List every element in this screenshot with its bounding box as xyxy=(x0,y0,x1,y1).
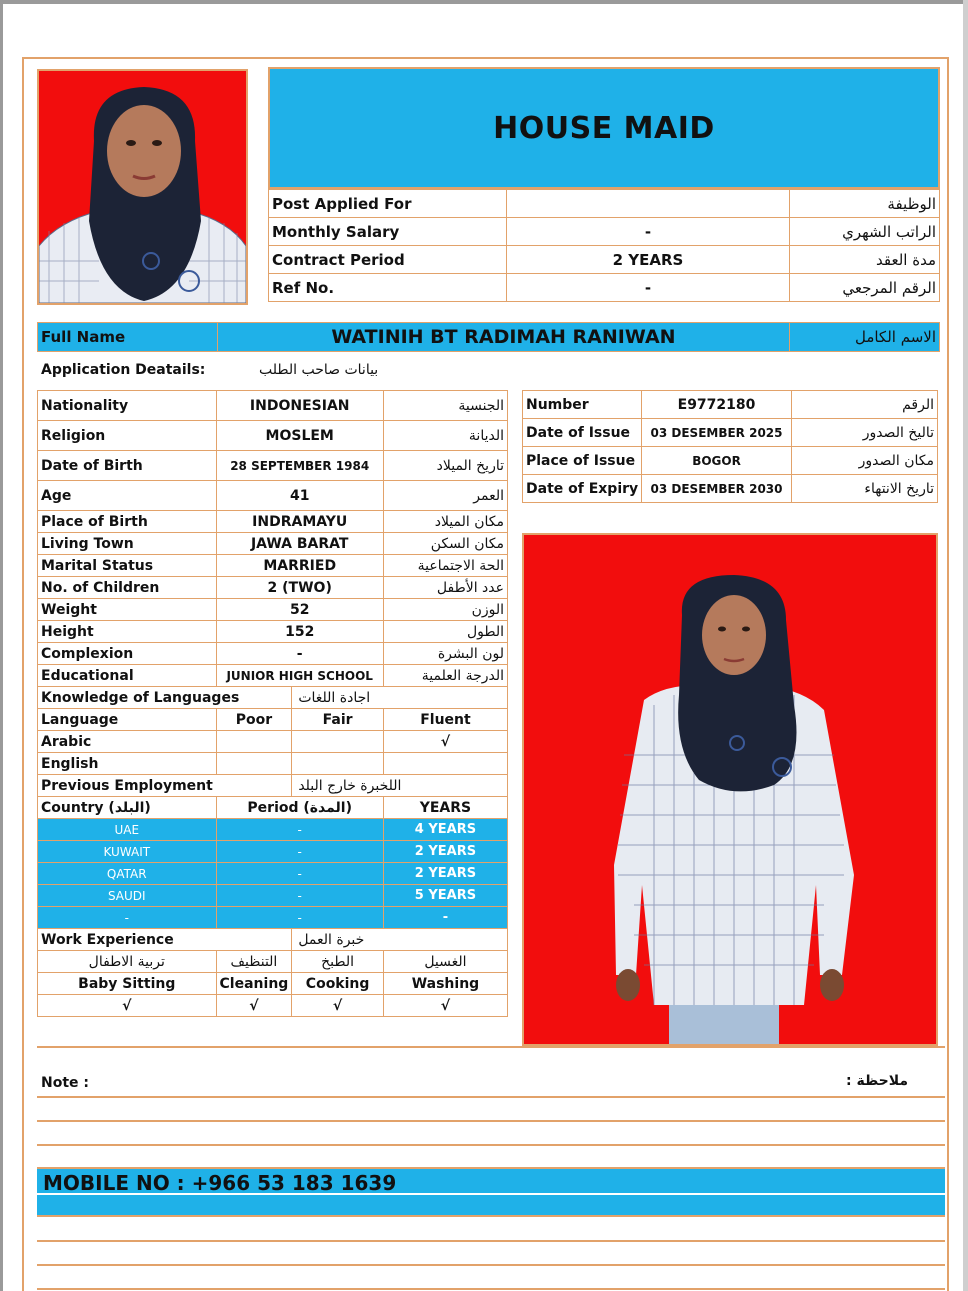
employment-period: - xyxy=(216,907,383,929)
skill-ar: التنظيف xyxy=(216,951,292,973)
left-edge xyxy=(0,0,3,1291)
ref-value: - xyxy=(506,274,789,302)
personal-details-table xyxy=(37,390,508,1017)
detail-label-en: Place of Birth xyxy=(38,511,217,533)
employment-years: 5 YEARS xyxy=(383,885,507,907)
detail-label-en: Height xyxy=(38,621,217,643)
languages-title-row xyxy=(38,687,508,709)
employment-label-ar: اللخبرة خارج البلد xyxy=(292,775,508,797)
detail-label-ar: لون البشرة xyxy=(383,643,507,665)
application-label-en: Application Deatails: xyxy=(41,362,206,378)
fair-col-header: Fair xyxy=(292,709,384,731)
skill-check: √ xyxy=(216,995,292,1017)
detail-label-ar: مكان السكن xyxy=(383,533,507,555)
employment-years: 2 YEARS xyxy=(383,863,507,885)
employment-years: 4 YEARS xyxy=(383,819,507,841)
detail-value: 152 xyxy=(216,621,383,643)
detail-label-ar: عدد الأطفل xyxy=(383,577,507,599)
detail-label-ar: الحة الاجتماعية xyxy=(383,555,507,577)
detail-value: INDRAMAYU xyxy=(216,511,383,533)
detail-label-ar: تاريخ الميلاد xyxy=(383,451,507,481)
table-row xyxy=(38,621,508,643)
detail-value: 2 (TWO) xyxy=(216,577,383,599)
table-row xyxy=(523,419,938,447)
language-fair xyxy=(292,731,384,753)
post-table xyxy=(268,189,940,302)
passport-label-ar: تاليخ الصدور xyxy=(791,419,937,447)
table-row xyxy=(269,274,940,302)
languages-header-row xyxy=(38,709,508,731)
table-row xyxy=(38,577,508,599)
language-name: Arabic xyxy=(38,731,217,753)
work-label-ar: خبرة العمل xyxy=(292,929,508,951)
table-row xyxy=(38,421,508,451)
passport-label-en: Date of Expiry xyxy=(523,475,642,503)
employment-country: KUWAIT xyxy=(38,841,217,863)
table-row xyxy=(38,731,508,753)
detail-value: MOSLEM xyxy=(216,421,383,451)
application-label-ar: بيانات صاحب الطلب xyxy=(259,362,379,378)
work-ar-row xyxy=(38,951,508,973)
skill-check: √ xyxy=(38,995,217,1017)
detail-value: JUNIOR HIGH SCHOOL xyxy=(216,665,383,687)
detail-label-ar: الطول xyxy=(383,621,507,643)
contract-label-ar: مدة العقد xyxy=(790,246,940,274)
employment-header-row xyxy=(38,797,508,819)
table-row xyxy=(38,533,508,555)
language-fluent: √ xyxy=(383,731,507,753)
full-name-label-ar: الاسم الكامل xyxy=(790,323,940,352)
employment-period: - xyxy=(216,841,383,863)
ref-label-en: Ref No. xyxy=(269,274,507,302)
skill-ar: الطبخ xyxy=(292,951,384,973)
work-mark-row xyxy=(38,995,508,1017)
skill-check: √ xyxy=(292,995,384,1017)
passport-value: 03 DESEMBER 2025 xyxy=(642,419,792,447)
language-col-header: Language xyxy=(38,709,217,731)
fluent-col-header: Fluent xyxy=(383,709,507,731)
mobile-bar-divider xyxy=(37,1193,945,1195)
contract-value: 2 YEARS xyxy=(506,246,789,274)
top-edge xyxy=(0,0,968,4)
work-label-en: Work Experience xyxy=(38,929,292,951)
language-fluent xyxy=(383,753,507,775)
detail-label-en: No. of Children xyxy=(38,577,217,599)
table-row xyxy=(38,451,508,481)
detail-label-en: Age xyxy=(38,481,217,511)
employment-country: SAUDI xyxy=(38,885,217,907)
job-title: HOUSE MAID xyxy=(493,110,715,146)
employment-period: - xyxy=(216,863,383,885)
table-row xyxy=(269,246,940,274)
country-col-header: Country (البلد) xyxy=(38,797,217,819)
ref-label-ar: الرقم المرجعي xyxy=(790,274,940,302)
skill-en: Washing xyxy=(383,973,507,995)
passport-label-en: Place of Issue xyxy=(523,447,642,475)
right-edge xyxy=(963,0,968,1291)
skill-check: √ xyxy=(383,995,507,1017)
divider xyxy=(37,1288,945,1290)
detail-value: 28 SEPTEMBER 1984 xyxy=(216,451,383,481)
work-title-row xyxy=(38,929,508,951)
table-row xyxy=(38,665,508,687)
divider xyxy=(37,1144,945,1146)
passport-value: E9772180 xyxy=(642,391,792,419)
detail-value: INDONESIAN xyxy=(216,391,383,421)
detail-label-ar: مكان الميلاد xyxy=(383,511,507,533)
divider xyxy=(37,1240,945,1242)
years-col-header: YEARS xyxy=(383,797,507,819)
passport-value: 03 DESEMBER 2030 xyxy=(642,475,792,503)
detail-value: MARRIED xyxy=(216,555,383,577)
employment-years: 2 YEARS xyxy=(383,841,507,863)
passport-label-ar: الرقم xyxy=(791,391,937,419)
detail-label-en: Marital Status xyxy=(38,555,217,577)
table-row xyxy=(38,819,508,841)
detail-label-en: Religion xyxy=(38,421,217,451)
skill-en: Cooking xyxy=(292,973,384,995)
note-row xyxy=(37,1068,940,1096)
detail-label-ar: الدرجة العلمية xyxy=(383,665,507,687)
employment-country: UAE xyxy=(38,819,217,841)
skill-ar: تربية الاطفال xyxy=(38,951,217,973)
detail-label-ar: الجنسية xyxy=(383,391,507,421)
employment-period: - xyxy=(216,819,383,841)
divider xyxy=(37,1096,945,1098)
table-row xyxy=(38,391,508,421)
mobile-bar xyxy=(37,1167,945,1217)
language-poor xyxy=(216,753,292,775)
detail-label-en: Complexion xyxy=(38,643,217,665)
table-row xyxy=(38,841,508,863)
table-row xyxy=(38,481,508,511)
divider xyxy=(37,1264,945,1266)
salary-label-ar: الراتب الشهري xyxy=(790,218,940,246)
languages-label-en: Knowledge of Languages xyxy=(38,687,292,709)
language-poor xyxy=(216,731,292,753)
table-row xyxy=(38,555,508,577)
note-label-en: Note : xyxy=(41,1075,89,1091)
detail-label-ar: العمر xyxy=(383,481,507,511)
divider xyxy=(37,1046,945,1048)
table-row xyxy=(38,643,508,665)
passport-table xyxy=(522,390,938,503)
salary-value: - xyxy=(506,218,789,246)
work-en-row xyxy=(38,973,508,995)
passport-label-en: Date of Issue xyxy=(523,419,642,447)
skill-ar: الغسيل xyxy=(383,951,507,973)
post-label-ar: الوظيفة xyxy=(790,190,940,218)
passport-label-ar: تاريخ الانتهاء xyxy=(791,475,937,503)
passport-label-ar: مكان الصدور xyxy=(791,447,937,475)
detail-label-en: Living Town xyxy=(38,533,217,555)
languages-label-ar: اجادة اللغات xyxy=(292,687,508,709)
portrait-photo xyxy=(37,69,248,305)
detail-label-en: Educational xyxy=(38,665,217,687)
full-name-label-en: Full Name xyxy=(38,323,218,352)
full-name-row xyxy=(37,322,940,352)
employment-label-en: Previous Employment xyxy=(38,775,292,797)
detail-value: JAWA BARAT xyxy=(216,533,383,555)
detail-value: 52 xyxy=(216,599,383,621)
detail-value: 41 xyxy=(216,481,383,511)
note-label-ar: ملاحظة : xyxy=(846,1073,908,1089)
employment-title-row xyxy=(38,775,508,797)
table-row xyxy=(38,511,508,533)
table-row xyxy=(38,907,508,929)
period-col-header: Period (المدة) xyxy=(216,797,383,819)
table-row xyxy=(269,218,940,246)
table-row xyxy=(523,447,938,475)
post-label-en: Post Applied For xyxy=(269,190,507,218)
table-row xyxy=(38,753,508,775)
poor-col-header: Poor xyxy=(216,709,292,731)
skill-en: Cleaning xyxy=(216,973,292,995)
detail-value: - xyxy=(216,643,383,665)
table-row xyxy=(38,599,508,621)
post-value xyxy=(506,190,789,218)
portrait-figure xyxy=(39,71,246,303)
employment-years: - xyxy=(383,907,507,929)
table-row xyxy=(38,885,508,907)
detail-label-en: Date of Birth xyxy=(38,451,217,481)
employment-country: QATAR xyxy=(38,863,217,885)
detail-label-ar: الديانة xyxy=(383,421,507,451)
application-details-row xyxy=(37,357,507,385)
full-body-photo xyxy=(522,533,938,1046)
employment-country: - xyxy=(38,907,217,929)
table-row xyxy=(269,190,940,218)
passport-value: BOGOR xyxy=(642,447,792,475)
salary-label-en: Monthly Salary xyxy=(269,218,507,246)
detail-label-en: Nationality xyxy=(38,391,217,421)
full-name-value: WATINIH BT RADIMAH RANIWAN xyxy=(217,323,789,352)
passport-label-en: Number xyxy=(523,391,642,419)
table-row xyxy=(523,391,938,419)
table-row xyxy=(38,863,508,885)
contract-label-en: Contract Period xyxy=(269,246,507,274)
divider xyxy=(37,1120,945,1122)
table-row xyxy=(523,475,938,503)
mobile-number: MOBILE NO : +966 53 183 1639 xyxy=(43,1171,397,1195)
detail-label-ar: الوزن xyxy=(383,599,507,621)
skill-en: Baby Sitting xyxy=(38,973,217,995)
language-fair xyxy=(292,753,384,775)
employment-period: - xyxy=(216,885,383,907)
full-body-figure xyxy=(524,535,936,1044)
detail-label-en: Weight xyxy=(38,599,217,621)
language-name: English xyxy=(38,753,217,775)
job-title-banner xyxy=(268,67,940,189)
